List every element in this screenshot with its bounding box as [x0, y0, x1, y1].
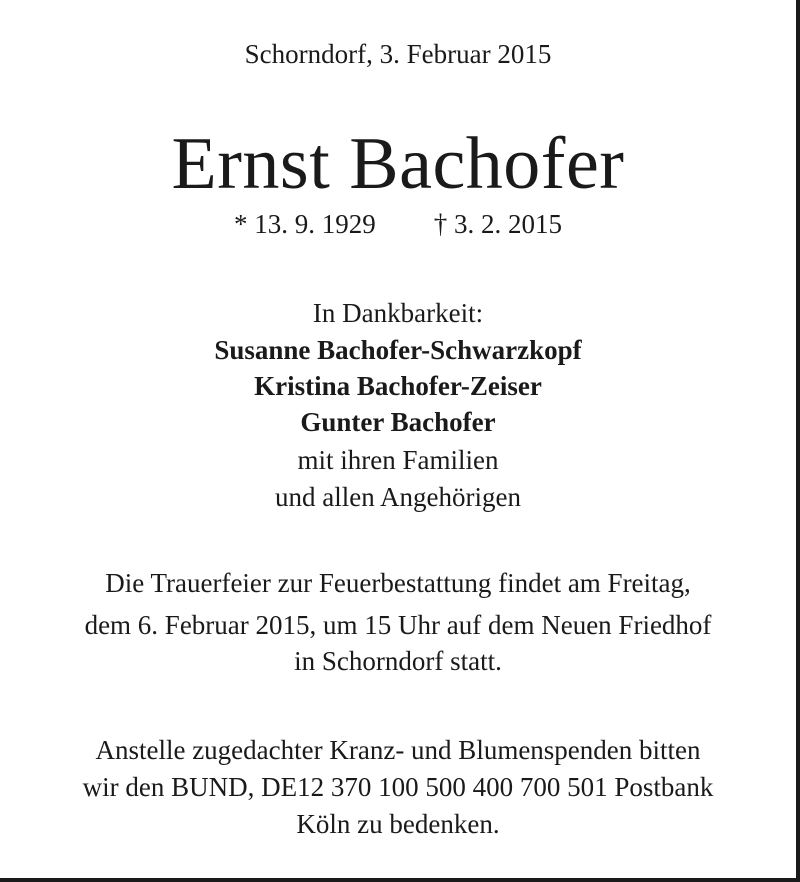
mourner-name: Gunter Bachofer — [300, 407, 496, 437]
ceremony-line: Die Trauerfeier zur Feuerbestattung findet am Freitag, — [105, 568, 691, 598]
donation-line: Anstelle zugedachter Kranz- und Blumenspenden bitten — [95, 735, 701, 765]
gratitude-intro: In Dankbarkeit: — [312, 298, 484, 328]
birth-date: * 13. 9. 1929 — [234, 209, 376, 239]
life-dates — [0, 208, 796, 240]
donation-line: wir den BUND, DE12 370 100 500 400 700 501 Postbank — [82, 772, 714, 802]
ceremony-line: in Schorndorf statt. — [294, 646, 502, 676]
mourner-name: Kristina Bachofer-Zeiser — [254, 371, 542, 401]
deceased-name: Ernst Bachofer — [171, 123, 625, 205]
mourner-name: Susanne Bachofer-Schwarzkopf — [214, 335, 582, 365]
ceremony-line: dem 6. Februar 2015, um 15 Uhr auf dem Neuen Friedhof — [84, 610, 712, 640]
family-line: mit ihren Familien — [297, 445, 499, 475]
donation-line: Köln zu bedenken. — [296, 809, 500, 839]
death-date: † 3. 2. 2015 — [433, 209, 562, 239]
family-line: und allen Angehörigen — [275, 482, 521, 512]
place-date: Schorndorf, 3. Februar 2015 — [244, 39, 552, 69]
